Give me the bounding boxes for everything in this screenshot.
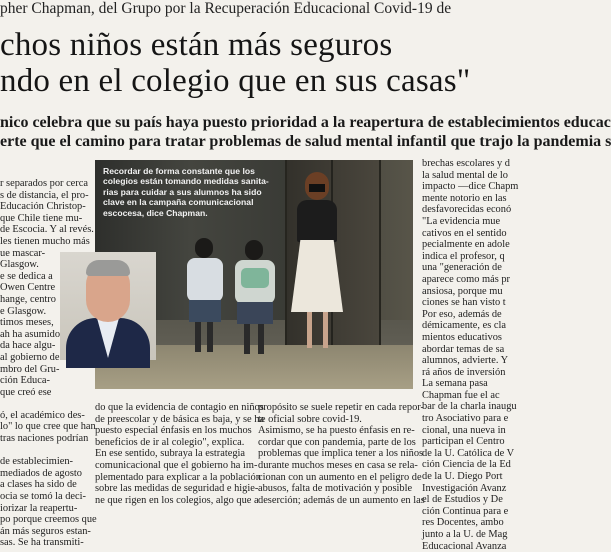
teacher-figure	[285, 172, 349, 362]
text-line: Asimismo, se ha puesto énfasis en re-	[258, 425, 415, 437]
text-line: abordar temas de sa	[422, 343, 505, 355]
text-line: colegios están tomando medidas sanita-	[103, 176, 269, 187]
text-line: que creó ese	[0, 386, 52, 398]
text-line: po porque creemos que	[0, 514, 97, 526]
text-line: desfavorecidas econó	[422, 204, 512, 216]
text-line: ue mascar-	[0, 247, 46, 259]
body-column-3	[258, 402, 425, 506]
text-line: aparece como más pr	[422, 273, 510, 285]
text-line: ah ha asumido	[0, 328, 61, 340]
text-line: deserción; además de un aumento en las	[258, 494, 425, 506]
text-line: puesto especial énfasis en los muchos	[95, 425, 252, 437]
text-line: hange, centro	[0, 293, 56, 305]
text-line: rá años de inversión	[422, 366, 506, 378]
text-line: timos meses,	[0, 317, 54, 329]
child-figure	[183, 238, 227, 358]
text-line: r separados por cerca	[0, 178, 88, 189]
text-line: participan el Centro	[422, 436, 505, 448]
text-line: lo" lo que cree que han	[0, 421, 96, 433]
text-line: Educación Christop-	[0, 201, 86, 213]
text-line: propósito se suele repetir en cada repor-	[258, 402, 424, 413]
text-line: En ese sentido, subraya la estrategia	[95, 448, 246, 460]
text-line: ción Educa-	[0, 375, 50, 387]
right-body-column	[422, 158, 519, 552]
text-line: impacto —dice Chapm	[422, 181, 519, 193]
text-line: al gobierno de	[0, 351, 60, 363]
text-line: cionan con un aumento en el peligro de	[258, 471, 422, 483]
text-line	[0, 398, 88, 410]
text-line: ó, el académico des-	[0, 409, 85, 421]
text-line: clave en la campaña comunicacional	[103, 197, 254, 208]
text-line: escocesa, dice Chapman.	[103, 207, 208, 218]
text-line: Educacional Avanza	[422, 540, 507, 552]
text-line: te oficial sobre covid-19.	[258, 413, 362, 425]
text-line: do que la evidencia de contagio en niños	[95, 402, 264, 413]
headline-line-1: chos niños están más seguros	[0, 27, 393, 63]
text-line: alumnos, advierte. Y	[422, 355, 509, 367]
text-line: cativos en el sentido	[422, 227, 507, 239]
text-line: de la U. Católica de V	[422, 447, 515, 459]
text-line: Investigación Avanz	[422, 482, 507, 494]
text-line: comunicacional que el gobierno ha im-	[95, 459, 258, 471]
text-line: de establecimien-	[0, 456, 73, 468]
text-line	[0, 445, 88, 457]
text-line: "La evidencia mue	[422, 215, 501, 227]
deck-line-1: nico celebra que su país haya puesto prioridad a la reapertura de establecimientos educac	[0, 114, 611, 131]
text-line: Glasgow.	[0, 259, 39, 271]
text-line: démicamente, es cla	[422, 320, 506, 332]
text-line: sobre las medidas de seguridad e higie-	[95, 483, 259, 495]
article-kicker: pher Chapman, del Grupo por la Recuperación Educacional Covid-19 de	[0, 0, 452, 17]
text-line: la salud mental de lo	[422, 169, 508, 181]
text-line: una "generación de	[422, 262, 502, 274]
text-line: iorizar la reapertu-	[0, 502, 78, 514]
text-line: án más seguros estan-	[0, 525, 91, 537]
author-portrait	[60, 252, 156, 360]
text-line: a clases ha sido de	[0, 479, 77, 491]
body-column-2	[95, 402, 265, 506]
text-line: mediados de agosto	[0, 467, 82, 479]
text-line: ción Continua para e	[422, 505, 509, 517]
text-line: de preescolar y de básica es baja, y se ha	[95, 413, 265, 425]
text-line: cional, una nueva in	[422, 424, 506, 436]
text-line: mbro del Gru-	[0, 363, 60, 375]
text-line: les tienen mucho más	[0, 235, 90, 247]
text-line: problemas que implica tener a los niños	[258, 448, 424, 460]
text-line: Owen Centre	[0, 282, 56, 294]
text-line: pecialmente en adole	[422, 239, 510, 251]
text-line: abusos, falta de motivación y posible	[258, 483, 413, 495]
text-line: plementado para explicar a la población	[95, 471, 261, 483]
text-line: indica el profesor, q	[422, 250, 505, 262]
text-line: durante muchos meses en casa se rela-	[258, 459, 418, 471]
text-line: beneficios de ir al colegio", explica.	[95, 436, 245, 448]
text-line: Por eso, además de	[422, 308, 502, 320]
text-line: junto a la U. de Mag	[422, 529, 508, 540]
photo-caption	[103, 166, 269, 218]
text-line: rias para cuidar a sus alumnos ha sido	[103, 186, 262, 197]
text-line: tro Asociativo para e	[422, 413, 509, 425]
text-line: que Chile tiene mu-	[0, 212, 83, 224]
text-line: mente notorio en las	[422, 192, 507, 204]
text-line: s de distancia, el pro-	[0, 189, 89, 201]
text-line: e se dedica a	[0, 270, 53, 282]
headline-line-2: ndo en el colegio que en sus casas"	[0, 63, 471, 99]
text-line: ansiosa, porque mu	[422, 285, 503, 297]
text-line: ne que rigen en los colegios, algo que a	[95, 494, 259, 506]
text-line: de la U. Diego Port	[422, 471, 503, 483]
text-line: brechas escolares y d	[422, 158, 510, 169]
text-line: ciones se han visto t	[422, 297, 506, 309]
text-line: Chapman fue el ac	[422, 389, 500, 401]
text-line: Recordar de forma constante que los	[103, 166, 255, 176]
text-line: cordar que con pandemia, parte de los	[258, 436, 416, 448]
text-line: e Glasgow.	[0, 305, 47, 317]
text-line: bar de la charla inaugu	[422, 401, 517, 413]
text-line: sas. Se ha transmiti-	[0, 537, 84, 549]
text-line: da hace algu-	[0, 340, 56, 352]
child-figure	[231, 240, 279, 360]
text-line: ción Ciencia de la Ed	[422, 459, 511, 471]
text-line: tras naciones podrían	[0, 433, 89, 445]
deck-line-2: erte que el camino para tratar problemas de salud mental infantil que trajo la pandemia s	[0, 133, 611, 150]
text-line: el de Estudios y De	[422, 494, 503, 506]
text-line: de Escocia. Y al revés.	[0, 224, 94, 236]
text-line: La semana pasa	[422, 378, 488, 390]
text-line: ocia se tomó la deci-	[0, 491, 86, 503]
text-line: res Docentes, ambo	[422, 517, 504, 529]
text-line: mientos educativos	[422, 331, 502, 343]
